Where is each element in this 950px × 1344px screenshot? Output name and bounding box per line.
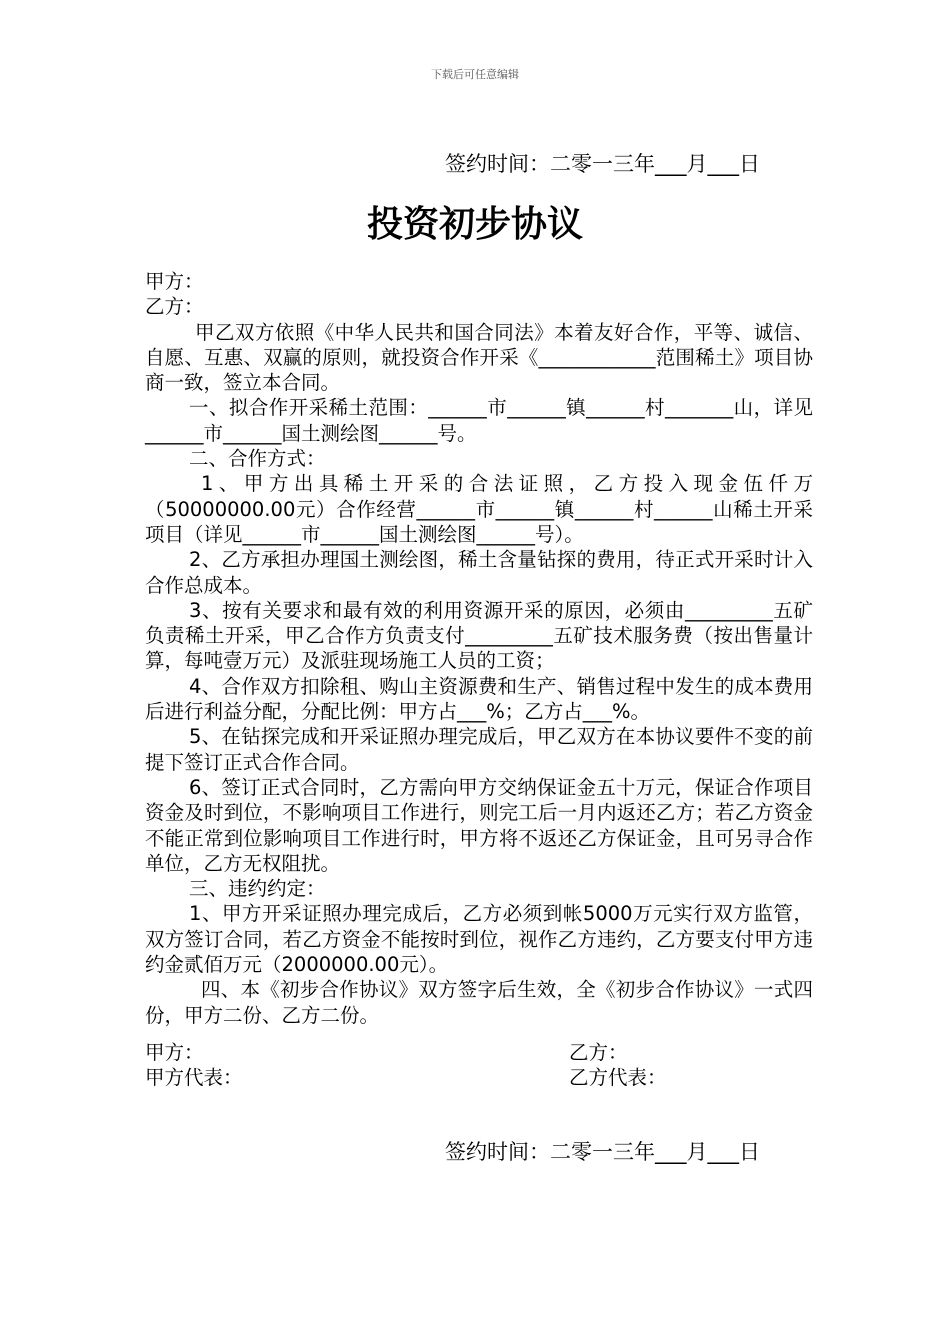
signature-block-party-b bbox=[569, 1040, 667, 1091]
section-heading-cooperation: 二、合作方式： bbox=[189, 447, 326, 471]
clause-breach-1: 1、甲方开采证照办理完成后，乙方必须到帐5000万元实行双方监管，双方签订合同，若乙方资金不能按时到位，视作乙方违约，乙方要支付甲方违约金贰佰万元（2000000.00元）。 bbox=[145, 902, 813, 977]
signature-party-b-rep: 乙方代表： bbox=[569, 1066, 667, 1090]
party-a-label: 甲方： bbox=[145, 270, 204, 293]
clause-cooperation-5: 5、在钻探完成和开采证照办理完成后，甲乙双方在本协议要件不变的前提下签订正式合作合同。 bbox=[145, 725, 813, 774]
preamble-paragraph: 甲乙双方依照《中华人民共和国合同法》本着友好合作，平等、诚信、自愿、互惠、双赢的原则，就投资合作开采《____________范围稀土》项目协商一致，签立本合同。 bbox=[145, 320, 813, 395]
signature-block-party-a bbox=[145, 1040, 243, 1091]
section-heading-breach: 三、违约约定： bbox=[189, 877, 326, 901]
clause-effectiveness: 四、本《初步合作协议》双方签字后生效，全《初步合作协议》一式四份，甲方二份、乙方二份。 bbox=[145, 978, 813, 1027]
watermark-header: 下载后可任意编辑 bbox=[431, 68, 519, 81]
sign-date-bottom: 签约时间：二零一三年___月___日 bbox=[445, 1140, 760, 1164]
signature-party-a: 甲方： bbox=[145, 1041, 204, 1064]
document-title: 投资初步协议 bbox=[366, 204, 583, 245]
clause-cooperation-1: 1、甲方出具稀土开采的合法证照，乙方投入现金伍仟万（50000000.00元）合作经营______市______镇______村______山稀土开采项目（详见______市______国土测绘图______号）。 bbox=[145, 472, 813, 546]
signature-party-a-rep: 甲方代表： bbox=[145, 1066, 243, 1090]
clause-scope: 一、拟合作开采稀土范围：______市______镇______村_______山，详见______市______国土测绘图______号。 bbox=[145, 396, 813, 445]
clause-cooperation-4: 4、合作双方扣除租、购山主资源费和生产、销售过程中发生的成本费用后进行利益分配，分配比例：甲方占___%；乙方占___%。 bbox=[145, 674, 813, 724]
signature-party-b: 乙方： bbox=[569, 1041, 628, 1064]
party-b-label: 乙方： bbox=[145, 295, 204, 319]
clause-cooperation-2: 2、乙方承担办理国土测绘图，稀土含量钻探的费用，待正式开采时计入合作总成本。 bbox=[145, 548, 813, 597]
sign-date-top: 签约时间：二零一三年___月___日 bbox=[445, 152, 760, 176]
clause-cooperation-6: 6、签订正式合同时，乙方需向甲方交纳保证金五十万元，保证合作项目资金及时到位，不影响项目工作进行，则完工后一月内返还乙方；若乙方资金不能正常到位影响项目工作进行时，甲方将不返还乙方保证金，且可另寻合作单位，乙方无权阻扰。 bbox=[145, 775, 813, 875]
document-body bbox=[145, 269, 813, 1028]
clause-cooperation-3: 3、按有关要求和最有效的利用资源开采的原因，必须由_________五矿负责稀土开采，甲乙合作方负责支付_________五矿技术服务费（按出售量计算，每吨壹万元）及派驻现场施工人员的工资； bbox=[145, 598, 813, 673]
